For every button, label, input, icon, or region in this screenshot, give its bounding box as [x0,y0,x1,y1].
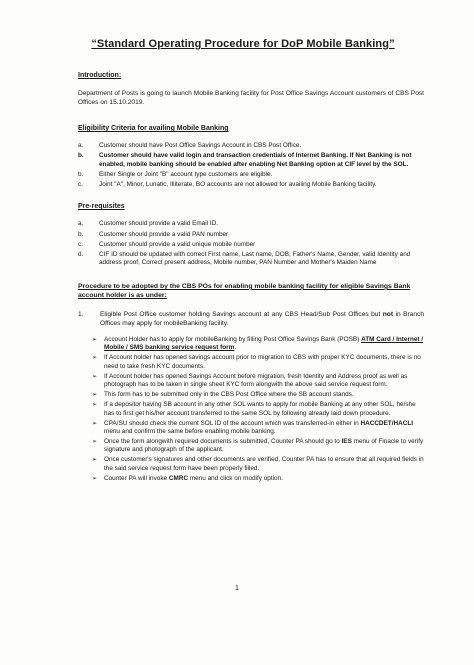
list-item [78,220,424,229]
list-text: Customer should have Post Office Savings Account in CBS Post Office. [99,142,302,149]
arrow-bullet-icon: ➢ [92,420,98,427]
list-text: Customer should provide a valid unique mobile number [99,240,256,248]
arrow-bullet-icon: ➢ [92,438,98,445]
list-marker: a. [78,220,84,228]
list-marker: b. [78,170,84,178]
bullet-text [104,336,424,353]
list-marker: d. [78,250,84,258]
list-item [78,171,424,180]
list-marker: b. [78,230,84,238]
list-marker: a. [78,142,84,149]
list-item [78,152,424,169]
bullet-text: If Account holder has opened Savings Account before migration, fresh Identity and Address proof as well as photograph has to be taken in single sheet KYC form alongwith the above said service request form. [104,372,408,389]
bullet-item [92,354,424,371]
list-text: Customer should provide a valid Email ID. [99,220,218,228]
text-segment: Once the form alongwith required documents is submitted, Counter PA should go to [104,437,342,445]
text-segment: menu and confirm the same before enabling mobile banking. [104,427,276,435]
prereq-list [78,220,424,267]
arrow-bullet-icon: ➢ [92,336,98,343]
procedure-point-1 [78,310,424,328]
list-item [78,241,424,250]
arrow-bullet-icon: ➢ [92,373,98,380]
arrow-bullet-icon: ➢ [92,457,98,464]
list-item [78,251,424,268]
text-segment: menu of Finacle to verify signature and photograph of the applicant. [104,437,424,454]
list-item [78,142,424,151]
bullet-text [104,475,424,483]
text-bold-segment: IES [341,437,352,445]
text-segment: Account Holder has to apply for mobileBanking by filling Post Office Savings Bank (POSB) [104,335,362,343]
list-marker: c. [78,240,83,248]
bullet-text [104,438,424,455]
bullet-text: Once customer's signatures and other documents are verified, Counter PA has to ensure that all required fields in the said service request form have been properly filled. [104,456,424,472]
page-number: 1 [235,585,239,592]
bullet-text: This form has to be submitted only in the CBS Post Office where the SB account stands. [104,391,354,399]
intro-heading: Introduction: [78,72,122,79]
text-segment: CPA/SU should check the current SOL ID of the account which was transferred-in either in [104,419,361,427]
list-marker: 1. [78,310,84,318]
intro-text: Department of Posts is going to launch Mobile Banking facility for Post Office Savings Account customers of CBS Post Offices on 15.10.2019. [78,90,424,106]
list-marker: c. [78,180,83,188]
text-bold-segment: ATM Card / Internet / Mobile / SMS banking service request form [104,335,424,352]
procedure-point-text [100,310,424,328]
bullet-item [92,475,424,483]
bullet-item [92,438,424,455]
list-item [78,231,424,240]
arrow-bullet-icon: ➢ [92,355,98,362]
list-text: Customer should have valid login and transaction credentials of Internet Banking. If Net Banking is not enabled, mobile banking should be enabled after enabling Net Banking option at CIF level by the SOL. [99,152,412,168]
document-title: “Standard Operating Procedure for DoP Mobile Banking” [91,38,395,50]
text-segment: Eligible Post Office customer holding Savings account at any CBS Head/Sub Post Offices but [100,310,383,318]
text-segment: Counter PA will invoke [104,474,169,482]
list-marker: b. [78,152,84,160]
text-segment: . [234,344,237,352]
text-segment: in Branch Offices may apply for mobileBanking facility. [100,310,424,327]
prereq-heading: Pre-requisites [78,203,125,211]
text-bold-segment: HACCDET/HACLI [360,419,414,427]
text-bold-segment: CMRC [168,474,189,482]
bullet-item [92,401,424,418]
bullet-item [92,420,424,437]
bullet-item [92,373,424,390]
list-text: Customer should provide a valid PAN number [99,230,229,238]
eligibility-heading: Eligibility Criteria for availing Mobile Banking [78,125,229,132]
arrow-bullet-icon: ➢ [92,392,98,399]
list-text: Either Single or Joint "B" account type customers are eligible. [99,170,273,178]
list-text: CIF ID should be updated with correct First name, Last name, DOB, Father's Name, Gender, valid Identity and address proof, Correct present address, Mobile number, PAN Number and Mother's Maiden Name [99,250,411,267]
bullet-item [92,456,424,473]
list-text: Joint "A", Minor, Lunatic, Illiterate, BO accounts are not allowed for availing Mobile Banking facility. [99,180,377,188]
text-segment: menu and click on modify option. [188,474,283,482]
text-bold-segment: not [382,310,394,318]
procedure-bullets [92,336,424,483]
eligibility-list [78,142,424,189]
bullet-text: If a depositor having SB account in any other SOL wants to apply for mobile Banking at any other SOL, he/she has to first get his/her account transferred to the same SOL by following already laid down procedure. [104,401,416,417]
procedure-heading: Procedure to be adopted by the CBS POs for enabling mobile banking facility for eligible Savings Bank account holder is as under: [78,282,411,299]
bullet-text: If Account holder has opened savings account prior to migration to CBS with proper KYC documents, there is no need to take fresh KYC documents. [104,354,421,370]
bullet-text [104,420,424,437]
bullet-item [92,336,424,353]
arrow-bullet-icon: ➢ [92,475,98,482]
bullet-item [92,391,424,399]
arrow-bullet-icon: ➢ [92,402,98,409]
list-item [78,181,424,190]
